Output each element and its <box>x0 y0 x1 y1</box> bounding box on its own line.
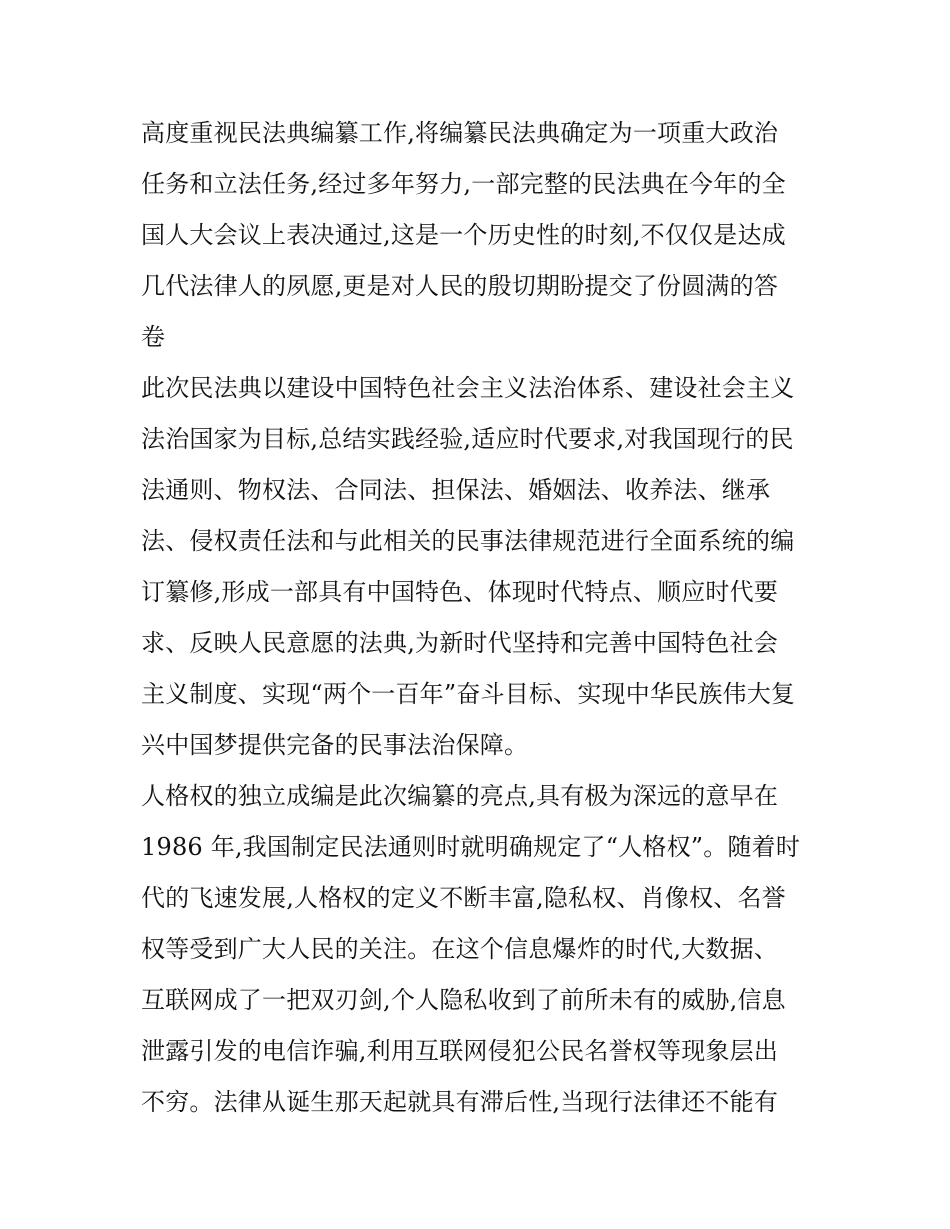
text-line: 人格权的独立成编是此次编纂的亮点,具有极为深远的意早在 <box>141 782 779 810</box>
text-line: 高度重视民法典编纂工作,将编纂民法典确定为一项重大政治 <box>141 119 779 147</box>
text-line: 泄露引发的电信诈骗,利用互联网侵犯公民名誉权等现象层出 <box>141 1037 779 1065</box>
text-line: 求、反映人民意愿的法典,为新时代坚持和完善中国特色社会 <box>141 629 779 657</box>
document-page <box>141 108 816 1128</box>
text-line: 不穷。法律从诞生那天起就具有滞后性,当现行法律还不能有 <box>141 1088 779 1116</box>
text-line: 此次民法典以建设中国特色社会主义法治体系、建设社会主义 <box>141 374 795 402</box>
paragraph-2 <box>141 363 816 771</box>
text-line: 互联网成了一把双刃剑,个人隐私收到了前所未有的威胁,信息 <box>141 986 786 1014</box>
text-line: 几代法律人的夙愿,更是对人民的殷切期盼提交了份圆满的答 <box>141 272 779 300</box>
text-line: 主义制度、实现“两个一百年”奋斗目标、实现中华民族伟大复 <box>141 680 796 708</box>
text-line: 法通则、物权法、合同法、担保法、婚姻法、收养法、继承 <box>141 476 771 504</box>
text-line: 法治国家为目标,总结实践经验,适应时代要求,对我国现行的民 <box>141 425 794 453</box>
text-line: 国人大会议上表决通过,这是一个历史性的时刻,不仅仅是达成 <box>141 221 786 249</box>
text-line: 卷 <box>141 323 166 351</box>
paragraph-1 <box>141 108 816 363</box>
text-line: 法、侵权责任法和与此相关的民事法律规范进行全面系统的编 <box>141 527 795 555</box>
text-line: 1986 年,我国制定民法通则时就明确规定了“人格权”。随着时 <box>141 833 801 861</box>
text-line: 权等受到广大人民的关注。在这个信息爆炸的时代,大数据、 <box>141 935 779 963</box>
text-line: 兴中国梦提供完备的民事法治保障。 <box>141 731 529 759</box>
text-line: 代的飞速发展,人格权的定义不断丰富,隐私权、肖像权、名誉 <box>141 884 786 912</box>
paragraph-3 <box>141 771 816 1128</box>
text-line: 订纂修,形成一部具有中国特色、体现时代特点、顺应时代要 <box>141 578 779 606</box>
text-line: 任务和立法任务,经过多年努力,一部完整的民法典在今年的全 <box>141 170 786 198</box>
